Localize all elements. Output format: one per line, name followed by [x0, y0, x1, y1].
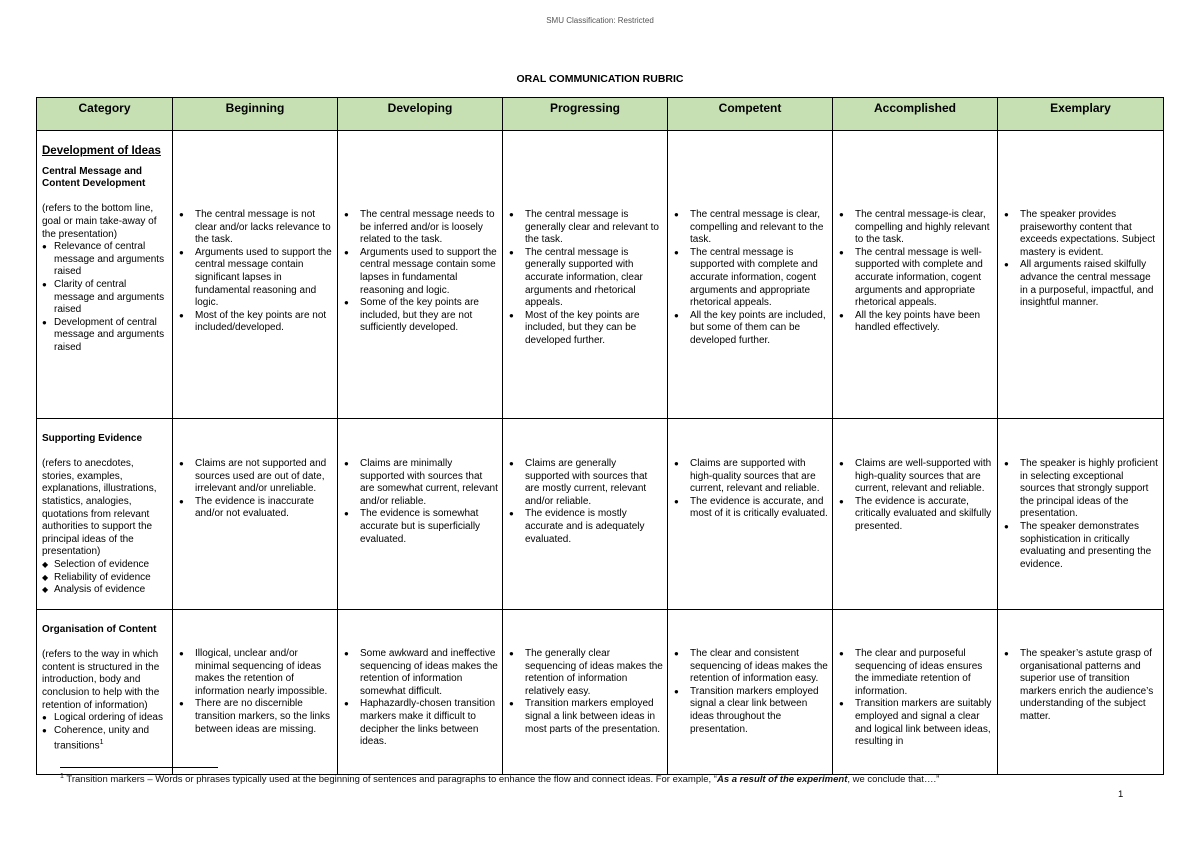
level-cell-accomplished — [833, 131, 998, 419]
level-cell-competent — [668, 610, 833, 775]
descriptor-item: ● Claims are well-supported with high-quality sources that are current, relevant and reliable. — [836, 458, 993, 496]
descriptor-item: ● The central message is supported with complete and accurate information, cogent arguments and appropriate rhetorical appeals. — [671, 247, 828, 310]
level-cell-developing — [338, 419, 503, 610]
level-cell-accomplished — [833, 610, 998, 775]
criterion-description: (refers to the way in which content is structured in the introduction, body and conclusion to help with the retention of information) — [42, 649, 160, 711]
descriptor-item: ● Haphazardly-chosen transition markers make it difficult to decipher the links between ideas. — [341, 698, 498, 748]
level-cell-progressing — [503, 131, 668, 419]
descriptor-item: ● The central message is clear, compelling and relevant to the task. — [671, 209, 828, 247]
level-cell-competent — [668, 419, 833, 610]
criterion-description: (refers to anecdotes, stories, examples, explanations, illustrations, statistics, analogies, quotations from relevant authorities to support the principal ideas of the presentation) — [42, 458, 157, 558]
level-cell-accomplished — [833, 419, 998, 610]
col-header-exemplary: Exemplary — [998, 98, 1164, 131]
descriptor-item: ● Claims are minimally supported with sources that are somewhat current, relevant and/or reliable. — [341, 458, 498, 508]
descriptor-item: ● The evidence is mostly accurate and is adequately evaluated. — [506, 508, 663, 546]
criterion-item: ● Clarity of central message and arguments raised — [42, 279, 166, 317]
level-cell-developing — [338, 610, 503, 775]
col-header-progressing: Progressing — [503, 98, 668, 131]
criterion-title: Central Message and Content Development — [42, 165, 146, 190]
criterion-title: Organisation of Content — [42, 624, 157, 635]
level-cell-exemplary — [998, 419, 1164, 610]
descriptor-item: ● The central message is generally supported with accurate information, clear arguments and rhetorical appeals. — [506, 247, 663, 310]
col-header-accomplished: Accomplished — [833, 98, 998, 131]
footnote-emphasis: As a result of the experiment — [716, 774, 848, 786]
descriptor-item: ● The central message is generally clear and relevant to the task. — [506, 209, 663, 247]
header-row — [37, 98, 1164, 131]
criterion-list — [42, 241, 166, 354]
descriptor-item: ● Most of the key points are not included/developed. — [176, 310, 333, 335]
criterion-item: ● Logical ordering of ideas — [42, 712, 166, 725]
criterion-item: ◆ Analysis of evidence — [42, 584, 166, 597]
table-row — [37, 131, 1164, 419]
criterion-title: Supporting Evidence — [42, 433, 143, 444]
descriptor-item: ● The clear and consistent sequencing of ideas makes the retention of information easy. — [671, 648, 828, 686]
criterion-item: ● Relevance of central message and arguments raised — [42, 241, 166, 279]
descriptor-item: ● Claims are generally supported with sources that are mostly current, relevant and/or reliable. — [506, 458, 663, 508]
descriptor-item: ● The evidence is somewhat accurate but is superficially evaluated. — [341, 508, 498, 546]
footnote-divider — [60, 767, 218, 768]
descriptor-item: ● The generally clear sequencing of ideas makes the retention of information relatively easy. — [506, 648, 663, 698]
descriptor-item: ● The evidence is accurate, and most of it is critically evaluated. — [671, 496, 828, 521]
section-title: Development of Ideas — [42, 145, 161, 157]
criterion-item: ● Development of central message and arguments raised — [42, 317, 166, 355]
level-cell-competent — [668, 131, 833, 419]
criterion-item-text: Coherence, unity and transitions — [54, 724, 150, 750]
col-header-developing: Developing — [338, 98, 503, 131]
col-header-competent: Competent — [668, 98, 833, 131]
descriptor-item: ● The speaker’s astute grasp of organisational patterns and superior use of transition markers enrich the audience’s understanding of the subject matter. — [1001, 648, 1159, 724]
category-cell — [37, 610, 173, 775]
document-title: ORAL COMMUNICATION RUBRIC — [516, 73, 684, 85]
footnote-text-end: , we conclude that….” — [847, 774, 940, 786]
descriptor-item: ● Most of the key points are included, but they can be developed further. — [506, 310, 663, 348]
descriptor-item: ● There are no discernible transition markers, so the links between ideas are missing. — [176, 698, 333, 736]
descriptor-item: ● Some awkward and ineffective sequencing of ideas makes the retention of information somewhat difficult. — [341, 648, 498, 698]
descriptor-item: ● The clear and purposeful sequencing of ideas ensures the immediate retention of information. — [836, 648, 993, 698]
descriptor-item: ● Transition markers employed signal a clear link between ideas throughout the presentation. — [671, 686, 828, 736]
descriptor-item: ● The speaker is highly proficient in selecting exceptional sources that strongly support the principal ideas of the presentation. — [1001, 458, 1159, 521]
descriptor-item: ● Illogical, unclear and/or minimal sequencing of ideas makes the retention of information nearly impossible. — [176, 648, 333, 698]
footnote-ref: 1 — [99, 739, 104, 747]
descriptor-item: ● Transition markers are suitably employed and signal a clear and logical link between ideas, resulting in — [836, 698, 993, 748]
page-number: 1 — [1118, 789, 1124, 800]
descriptor-item: ● The central message-is clear, compelling and highly relevant to the task. — [836, 209, 993, 247]
col-header-category: Category — [37, 98, 173, 131]
descriptor-item: ● The central message is well-supported with complete and accurate information, cogent arguments and appropriate rhetorical appeals. — [836, 247, 993, 310]
col-header-beginning: Beginning — [173, 98, 338, 131]
category-cell — [37, 419, 173, 610]
table-row — [37, 610, 1164, 775]
category-cell — [37, 131, 173, 419]
classification-label: SMU Classification: Restricted — [546, 16, 654, 25]
criterion-item: ◆ Reliability of evidence — [42, 572, 166, 585]
descriptor-item: ● The speaker demonstrates sophistication in critically evaluating and presenting the evidence. — [1001, 521, 1159, 571]
descriptor-item: ● Claims are supported with high-quality sources that are current, relevant and reliable. — [671, 458, 828, 496]
descriptor-item: ● The speaker provides praiseworthy content that exceeds expectations. Subject mastery is evident. — [1001, 209, 1159, 259]
descriptor-item: ● All the key points have been handled effectively. — [836, 310, 993, 335]
rubric-table — [36, 97, 1164, 775]
descriptor-item: ● Some of the key points are included, but they are not sufficiently developed. — [341, 297, 498, 335]
level-cell-progressing — [503, 419, 668, 610]
criterion-list — [42, 559, 166, 597]
level-cell-progressing — [503, 610, 668, 775]
descriptor-item: ● Claims are not supported and sources used are out of date, irrelevant and/or unreliable. — [176, 458, 333, 496]
descriptor-item: ● The evidence is inaccurate and/or not evaluated. — [176, 496, 333, 521]
footnote-text: Transition markers – Words or phrases typically used at the beginning of sentences and paragraphs to enhance the flow and connect ideas. For example, “ — [63, 774, 717, 786]
table-row — [37, 419, 1164, 610]
level-cell-exemplary — [998, 131, 1164, 419]
footnote — [60, 773, 1160, 785]
criterion-item: ◆ Selection of evidence — [42, 559, 166, 572]
descriptor-item: ● Arguments used to support the central message contain some lapses in fundamental reasoning and logic. — [341, 247, 498, 297]
level-cell-beginning — [173, 131, 338, 419]
descriptor-item: ● The central message needs to be inferred and/or is loosely related to the task. — [341, 209, 498, 247]
descriptor-item: ● The evidence is accurate, critically evaluated and skilfully presented. — [836, 496, 993, 534]
level-cell-developing — [338, 131, 503, 419]
level-cell-beginning — [173, 610, 338, 775]
descriptor-item: ● The central message is not clear and/or lacks relevance to the task. — [176, 209, 333, 247]
criterion-list — [42, 712, 166, 750]
criterion-description: (refers to the bottom line, goal or main take-away of the presentation) — [42, 203, 157, 240]
level-cell-beginning — [173, 419, 338, 610]
criterion-item — [42, 725, 166, 750]
level-cell-exemplary — [998, 610, 1164, 775]
descriptor-item: ● All the key points are included, but some of them can be developed further. — [671, 310, 828, 348]
descriptor-item: ● All arguments raised skilfully advance the central message in a purposeful, impactful, and insightful manner. — [1001, 259, 1159, 309]
descriptor-item: ● Transition markers employed signal a link between ideas in most parts of the presentation. — [506, 698, 663, 736]
footnote-number: 1 — [60, 773, 64, 780]
descriptor-item: ● Arguments used to support the central message contain significant lapses in fundamental reasoning and logic. — [176, 247, 333, 310]
